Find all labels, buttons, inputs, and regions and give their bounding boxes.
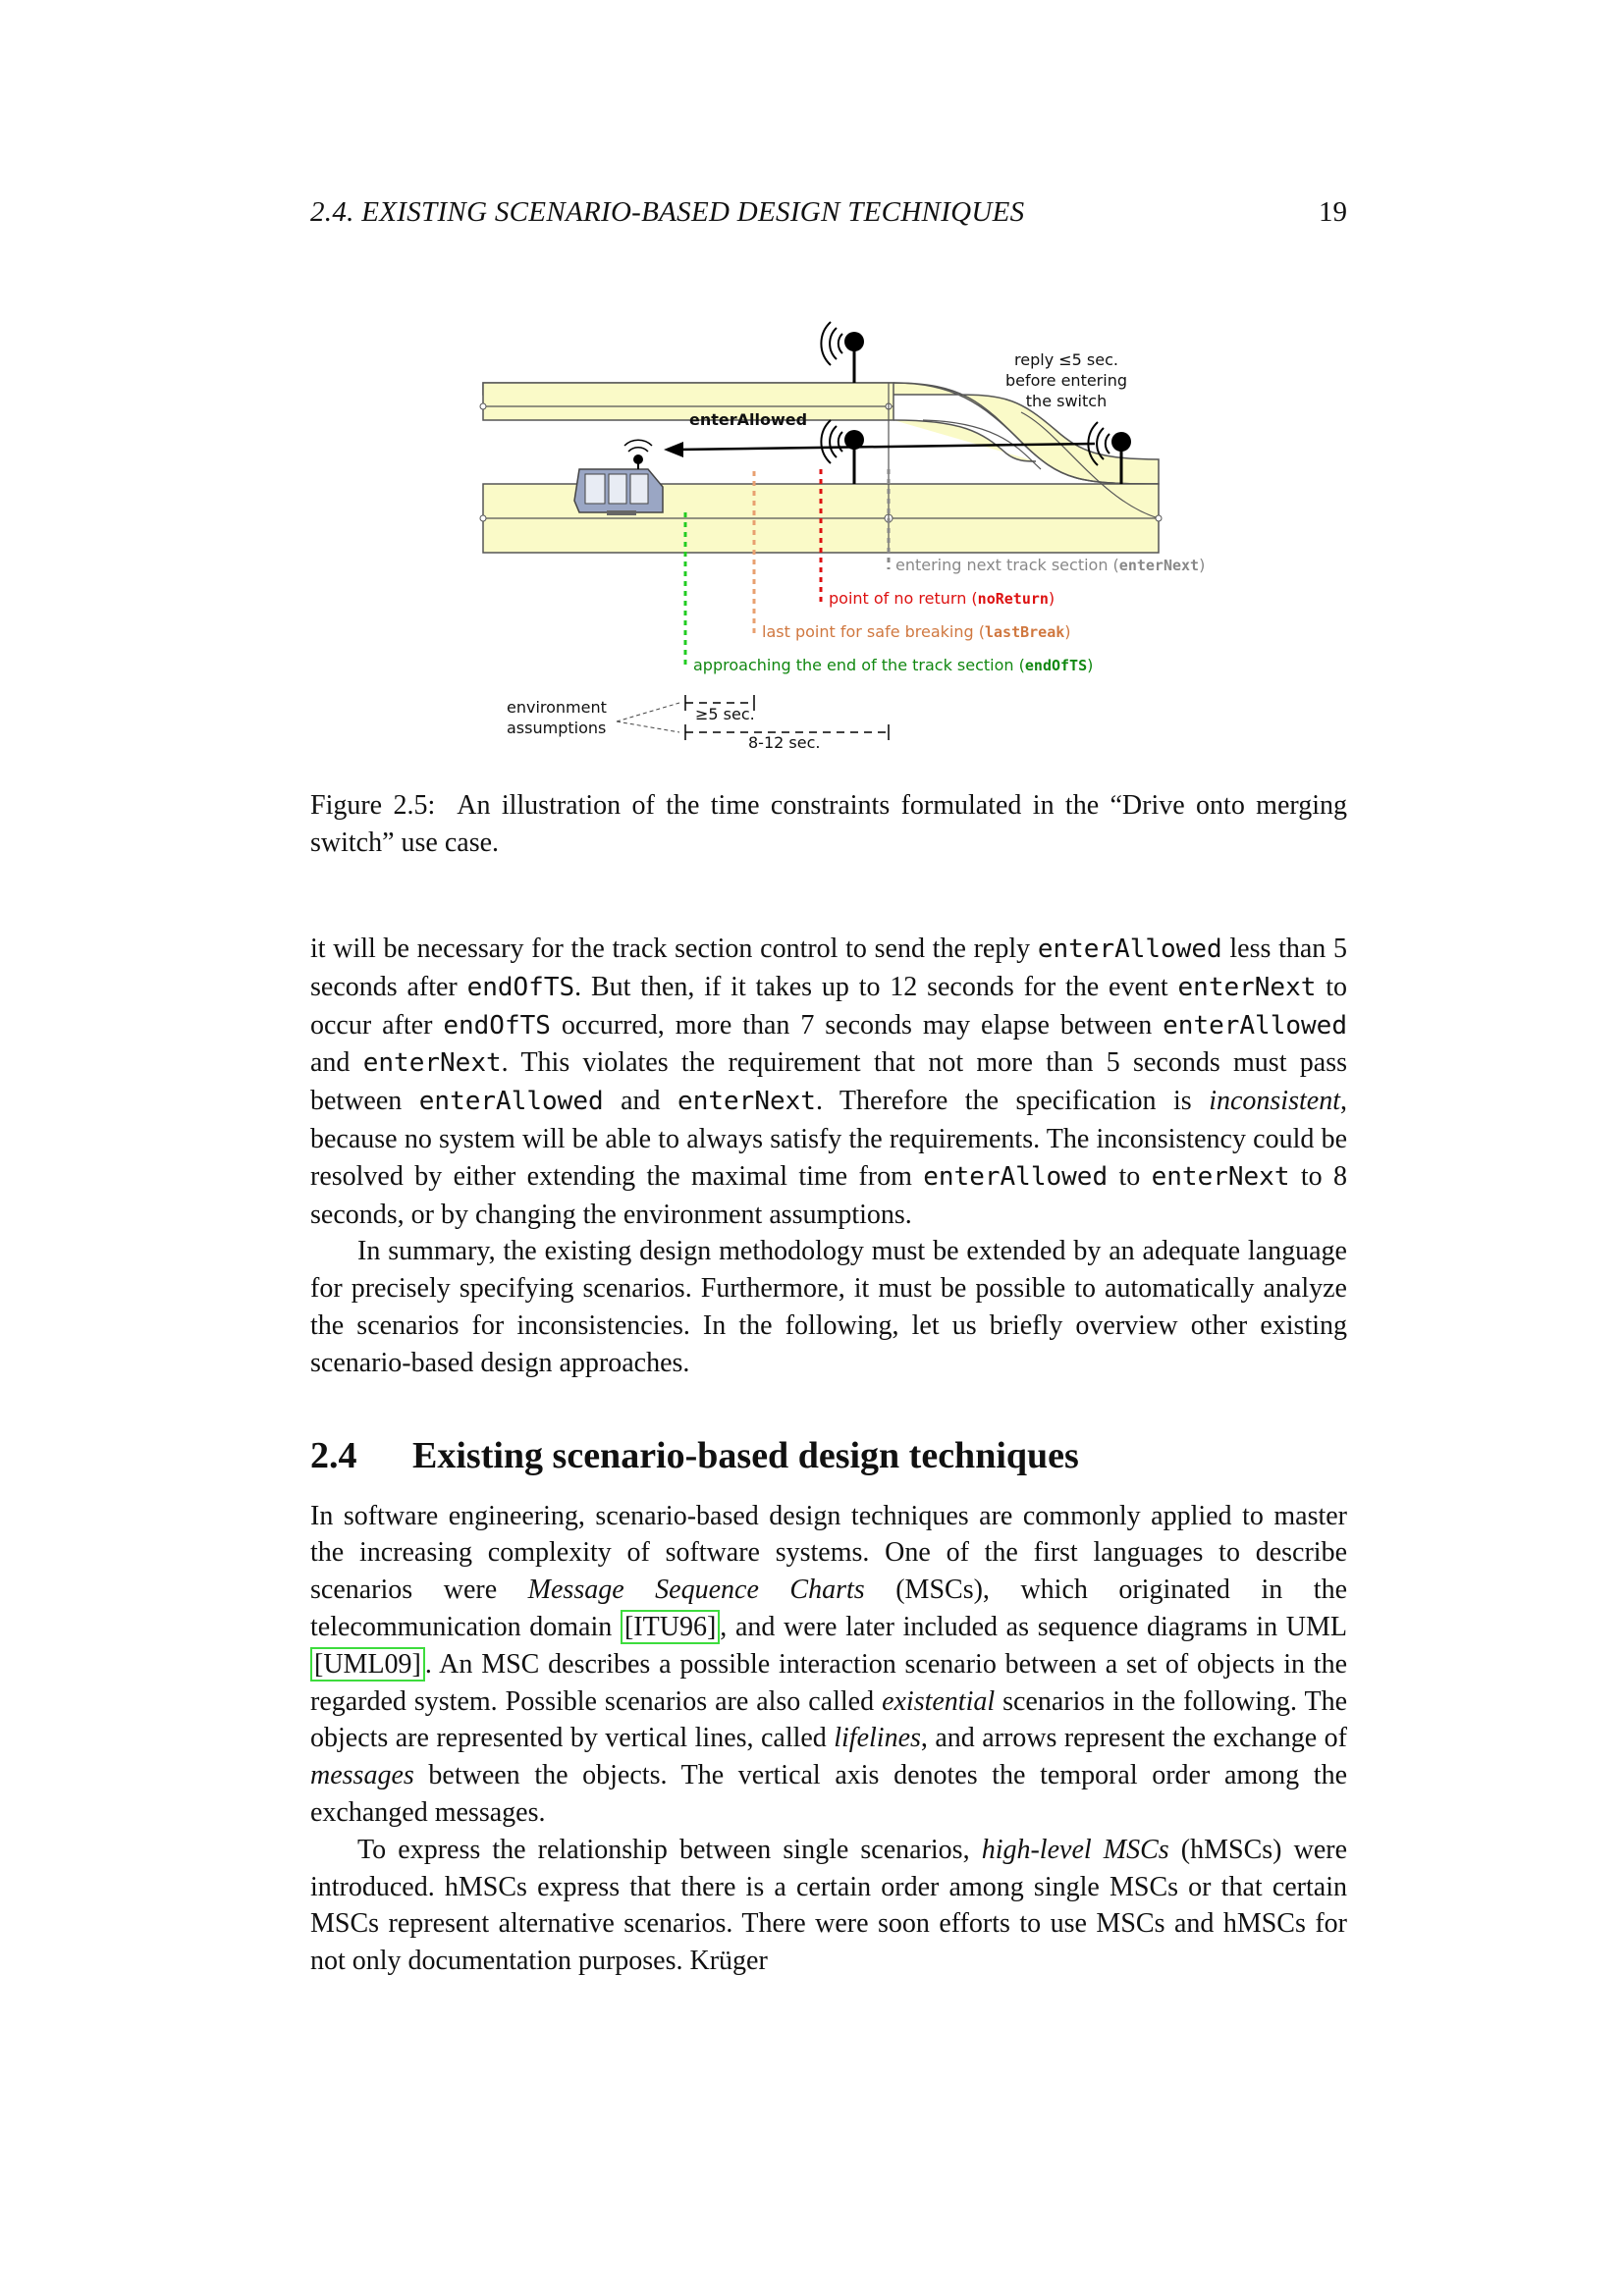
emphasis: messages [310, 1760, 414, 1791]
last-break-label [762, 622, 1071, 641]
upper-rail [483, 383, 893, 420]
text: . This violates the requirement that not more than 5 seconds must pass between [310, 1047, 1348, 1117]
text: less than 5 seconds after [310, 934, 1347, 1002]
text: it will be necessary for the track section control to send the reply [310, 934, 1038, 964]
figure-caption [310, 787, 1347, 862]
env-line-1: environment [507, 698, 607, 717]
text: to occur after [310, 971, 1347, 1041]
text: . Therefore the specification is [815, 1086, 1210, 1117]
code: enterNext [1151, 1161, 1290, 1192]
section-heading [310, 1433, 1347, 1478]
text: occurred, more than 7 seconds may elapse between [550, 1009, 1164, 1041]
caption-label: Figure 2.5: [310, 790, 436, 821]
enter-next-code: enterNext [1118, 557, 1200, 574]
text: to 8 seconds, or by changing the environment assumptions. [310, 1160, 1347, 1230]
emphasis: lifelines [834, 1723, 921, 1754]
emphasis: inconsistent [1209, 1086, 1340, 1117]
code: enterNext [677, 1087, 816, 1117]
no-return-text: point of no return ( [829, 589, 978, 608]
enter-next-label [895, 556, 1205, 574]
range-label: 8-12 sec. [748, 733, 821, 752]
code: enterAllowed [1037, 934, 1222, 964]
text: . But then, if it takes up to 12 seconds for the event [574, 971, 1178, 1002]
page-number: 19 [1319, 196, 1347, 228]
text: . An MSC describes a possible interaction scenario between a set of objects in the regarded system. Possible scenarios are also called [310, 1648, 1347, 1717]
enter-next-paren: ) [1199, 556, 1206, 574]
text: , and were later included as sequence diagrams in UML [720, 1611, 1347, 1642]
last-break-paren: ) [1064, 622, 1071, 641]
reply-line-3: the switch [1025, 392, 1108, 410]
code: endOfTS [466, 972, 575, 1002]
text: (hMSCs) were introduced. hMSCs express that there is a certain order among single MSCs or that certain MSCs represent alternative scenarios. There were soon efforts to use MSCs and hMSCs for not only documentation purposes. Krüger [310, 1834, 1347, 1977]
env-line-2: assumptions [507, 719, 607, 737]
reply-line-1: reply ≤5 sec. [1014, 350, 1118, 369]
last-break-code: lastBreak [985, 623, 1065, 641]
signal-middle [821, 420, 864, 484]
end-of-ts-text: approaching the end of the track section ( [693, 656, 1025, 674]
section-number: 2.4 [310, 1434, 357, 1476]
section-title: Existing scenario-based design techniques [412, 1434, 1079, 1476]
text: and [310, 1047, 363, 1079]
paragraph-2: In summary, the existing design methodology must be extended by an adequate language for precisely specifying scenarios. Furthermore, it must be possible to automatically analyze the scenarios for inconsistencies. In the following, let us briefly overview other existing scenario-based design approaches. [310, 1236, 1347, 1378]
running-header [310, 196, 1347, 236]
text: , and arrows represent the exchange of [920, 1723, 1347, 1754]
last-break-text: last point for safe breaking ( [762, 622, 985, 641]
enter-allowed-label: enterAllowed [689, 410, 808, 429]
enter-next-text: entering next track section ( [895, 556, 1119, 574]
no-return-code: noReturn [977, 590, 1049, 608]
emphasis: Message Sequence Charts [527, 1575, 865, 1606]
emphasis: existential [882, 1685, 996, 1717]
end-of-ts-label [693, 656, 1093, 674]
signal-top [821, 322, 864, 383]
ge5-label: ≥5 sec. [695, 705, 755, 723]
end-of-ts-code: endOfTS [1024, 657, 1088, 674]
code: enterNext [362, 1048, 502, 1079]
paragraph-1 [310, 931, 1347, 1233]
text: between the objects. The vertical axis denotes the temporal order among the exchanged messages. [310, 1760, 1347, 1828]
text: and [603, 1086, 678, 1117]
no-return-label [829, 589, 1055, 608]
code: endOfTS [443, 1010, 551, 1041]
code: enterAllowed [418, 1087, 604, 1117]
environment-assumptions-label [507, 697, 607, 738]
paragraph-4 [310, 1832, 1347, 1980]
text: scenarios in the following. The objects are represented by vertical lines, called [310, 1685, 1347, 1754]
reply-line-2: before entering [1005, 371, 1127, 390]
no-return-paren: ) [1048, 589, 1056, 608]
train [574, 440, 663, 515]
end-of-ts-paren: ) [1087, 656, 1094, 674]
figure-track-diagram [471, 304, 1257, 766]
paragraph-3 [310, 1498, 1347, 1832]
text: In software engineering, scenario-based design techniques are commonly applied to master the increasing complexity of software systems. One of the first languages to describe scenarios were [310, 1500, 1347, 1606]
citation-uml09[interactable]: [UML09] [310, 1647, 425, 1682]
code: enterAllowed [923, 1161, 1109, 1192]
text: To express the relationship between single scenarios, [357, 1834, 982, 1865]
caption-text: An illustration of the time constraints formulated in the “Drive onto merging switch” use case. [310, 790, 1347, 858]
header-title: 2.4. EXISTING SCENARIO-BASED DESIGN TECHNIQUES [310, 196, 1025, 228]
code: enterAllowed [1163, 1010, 1347, 1041]
text: (MSCs), which originated in the telecommunication domain [310, 1575, 1347, 1642]
emphasis: high-level MSCs [981, 1834, 1169, 1865]
reply-label [1005, 349, 1127, 411]
body-text [310, 931, 1347, 1980]
text: to [1108, 1160, 1152, 1192]
code: enterNext [1177, 972, 1317, 1002]
text: , because no system will be able to always satisfy the requirements. The inconsistency could be resolved by either extending the maximal time from [310, 1086, 1347, 1192]
citation-itu96[interactable]: [ITU96] [621, 1610, 720, 1644]
